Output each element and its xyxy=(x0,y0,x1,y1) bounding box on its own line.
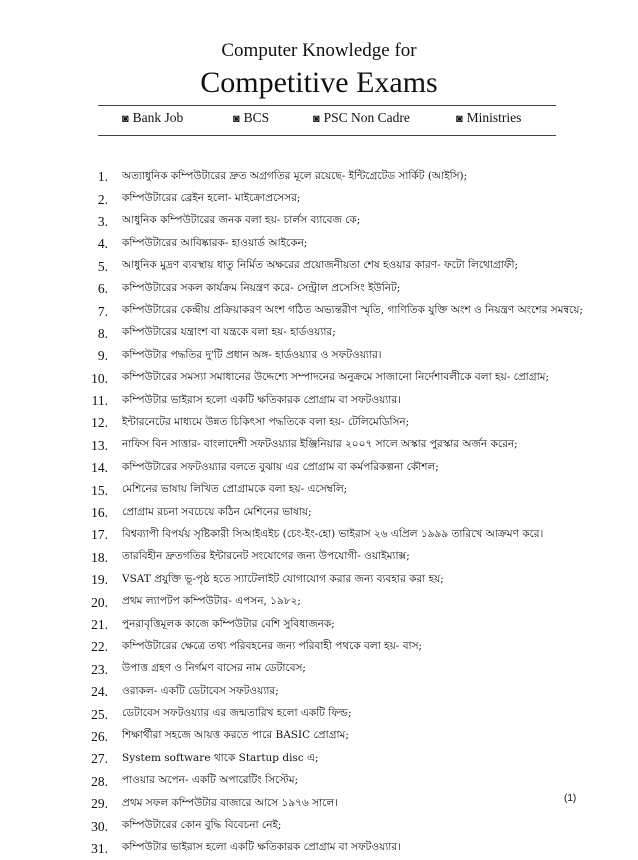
list-item xyxy=(84,211,604,233)
list-item xyxy=(84,703,604,725)
category-ministries xyxy=(456,110,521,126)
item-text: কম্পিউটার ভাইরাস হলো একটি ক্ষতিকারক প্রোগ্রাম বা সফটওয়্যার। xyxy=(122,393,401,406)
item-number: 17. xyxy=(91,527,108,543)
list-item xyxy=(84,636,604,658)
list-item xyxy=(84,256,604,278)
item-number: 11. xyxy=(91,393,108,409)
item-text: কম্পিউটারের কেন্দ্রীয় প্রক্রিয়াকরণ অংশ গঠিত অভ্যন্তরীণ স্মৃতি, গাণিতিক যুক্তি অংশ ও নিয়ন্ত্রণ অংশের সমন্বয়ে; xyxy=(122,304,584,317)
category-psc-non-cadre xyxy=(313,110,410,126)
list-item xyxy=(84,591,604,613)
list-item xyxy=(84,771,604,793)
list-item xyxy=(84,166,604,188)
item-number: 20. xyxy=(91,594,108,610)
list-item xyxy=(84,435,604,457)
list-item xyxy=(84,614,604,636)
item-text: পুনরাবৃত্তিমূলক কাজে কম্পিউটার বেশি সুবিধাজনক; xyxy=(122,617,335,630)
list-item xyxy=(84,457,604,479)
item-number: 22. xyxy=(91,639,108,655)
category-label: Bank Job xyxy=(132,110,184,125)
square-bullet-icon: ◙ xyxy=(122,113,129,125)
item-number: 26. xyxy=(91,728,108,744)
item-text: নাফিস বিন সাত্তার- বাংলাদেশী সফটওয়্যার ইঞ্জিনিয়ার ২০০৭ সালে অস্কার পুরস্কার অর্জন করেন; xyxy=(122,438,518,451)
item-text: অত্যাধুনিক কম্পিউটারের দ্রুত অগ্রগতির মূলে রয়েছে- ইন্টিগ্রেটেড সার্কিট (আইসি); xyxy=(122,169,468,182)
list-item xyxy=(84,412,604,434)
item-text: কম্পিউটারের ব্রেইন হলো- মাইক্রোপ্রসেসর; xyxy=(122,192,301,205)
item-text: System software থাকে Startup disc এ; xyxy=(122,751,319,764)
item-text: উপাত্ত গ্রহণ ও নির্গমণ বাসের নাম ডেটাবেস; xyxy=(122,662,306,675)
item-number: 29. xyxy=(91,796,108,812)
item-number: 21. xyxy=(91,617,108,632)
item-text: প্রোগ্রাম রচনা সবচেয়ে কঠিন মেশিনের ভাষায়; xyxy=(122,505,312,518)
bottom-divider xyxy=(98,135,556,136)
top-divider xyxy=(98,105,556,106)
list-item xyxy=(84,278,604,300)
item-number: 12. xyxy=(91,415,108,431)
item-text: আধুনিক কম্পিউটারের জনক বলা হয়- চার্লস ব্যাবেজ কে; xyxy=(122,214,361,227)
list-item xyxy=(84,323,604,345)
list-item xyxy=(84,368,604,390)
item-number: 23. xyxy=(91,661,108,677)
item-text: তারবিহীন দ্রুতগতির ইন্টারনেট সংযোগের জন্য উপযোগী- ওয়াইম্যাক্স; xyxy=(122,550,410,563)
item-text: প্রথম ল্যাপটপ কম্পিউটার- এপসন, ১৯৮২; xyxy=(122,595,301,608)
item-text: প্রথম সফল কম্পিউটার বাজারে আসে ১৯৭৬ সালে। xyxy=(122,796,338,809)
list-item xyxy=(84,793,604,815)
item-text: কম্পিউটারের সকল কার্যক্রম নিয়ন্ত্রণ করে- সেন্ট্রাল প্রসেসিং ইউনিট; xyxy=(122,281,401,294)
list-item xyxy=(84,300,604,322)
list-item xyxy=(84,681,604,703)
item-number: 5. xyxy=(97,258,108,274)
item-text: আধুনিক মুদ্রণ ব্যবস্থায় ধাতু নির্মিত অক্ষরের প্রয়োজনীয়তা শেষ হওয়ার কারণ- ফটো লিথোগ্রাফী; xyxy=(122,259,519,272)
square-bullet-icon: ◙ xyxy=(233,113,240,125)
item-number: 31. xyxy=(91,840,108,856)
list-item xyxy=(84,502,604,524)
item-text: ওরাকল- একটি ডেটাবেস সফটওয়্যার; xyxy=(122,684,279,697)
item-number: 27. xyxy=(91,751,108,767)
item-number: 18. xyxy=(91,549,108,565)
item-number: 15. xyxy=(91,482,108,498)
item-number: 6. xyxy=(97,281,108,297)
item-number: 7. xyxy=(97,303,108,319)
item-number: 28. xyxy=(91,773,108,789)
list-item xyxy=(84,547,604,569)
item-number: 4. xyxy=(97,236,108,252)
item-text: কম্পিউটারের সমস্যা সমাধানের উদ্দেশ্যে সম্পাদনের অনুক্রমে সাজানো নির্দেশাবলীকে বলা হয়- প্রোগ্রাম; xyxy=(122,371,549,384)
item-number: 25. xyxy=(91,706,108,722)
item-text: কম্পিউটারের আবিষ্কারক- হাওয়ার্ড আইকেন; xyxy=(122,236,308,249)
document-subtitle: Computer Knowledge for xyxy=(221,40,417,61)
category-label: PSC Non Cadre xyxy=(323,110,410,125)
fact-list xyxy=(84,166,604,860)
item-text: মেশিনের ভাষায় লিখিত প্রোগ্রামকে বলা হয়- এসেম্বলি; xyxy=(122,483,348,496)
category-label: BCS xyxy=(243,110,270,125)
list-item xyxy=(84,188,604,210)
item-number: 1. xyxy=(97,169,108,185)
list-item xyxy=(84,390,604,412)
item-number: 13. xyxy=(91,437,108,453)
list-item xyxy=(84,748,604,770)
list-item xyxy=(84,345,604,367)
item-text: শিক্ষার্থীরা সহজে আয়ত্ত করতে পারে BASIC প্রোগ্রাম; xyxy=(122,729,349,742)
exam-categories xyxy=(100,110,556,130)
item-number: 3. xyxy=(97,213,108,229)
page-number: (1) xyxy=(564,793,577,804)
item-text: কম্পিউটার পদ্ধতির দু'টি প্রধান অঙ্গ- হার্ডওয়্যার ও সফটওয়্যার। xyxy=(122,348,382,361)
list-item xyxy=(84,838,604,860)
item-text: ডেটাবেস সফটওয়্যার এর জন্মতারিখ হলো একটি ফিল্ড; xyxy=(122,707,352,720)
document-title: Competitive Exams xyxy=(200,66,438,99)
list-item xyxy=(84,659,604,681)
item-text: কম্পিউটারের ক্ষেত্রে তথ্য পরিবহনের জন্য পরিবাহী পথকে বলা হয়- বাস; xyxy=(122,639,423,652)
item-number: 2. xyxy=(97,191,108,207)
item-number: 10. xyxy=(91,370,108,386)
item-number: 16. xyxy=(91,505,108,521)
category-bank-job xyxy=(122,110,183,126)
item-text: VSAT প্রযুক্তি ভূ-পৃষ্ঠ হতে স্যাটেলাইট যোগাযোগ করার জন্য ব্যবহার করা হয়; xyxy=(122,572,444,585)
list-item xyxy=(84,815,604,837)
item-text: কম্পিউটারের কোন বুদ্ধি বিবেচনা নেই; xyxy=(122,819,282,832)
item-text: কম্পিউটারের যন্ত্রাংশ বা যন্ত্রকে বলা হয়- হার্ডওয়্যার; xyxy=(122,326,336,339)
item-number: 19. xyxy=(91,572,108,588)
item-text: বিশ্বব্যাপী বিপর্যয় সৃষ্টিকারী সিআইএইচ (চেং-ইং-হো) ভাইরাস ২৬ এপ্রিল ১৯৯৯ তারিখে আক্রমণ করে। xyxy=(122,527,544,540)
list-item xyxy=(84,726,604,748)
item-text: কম্পিউটারের সফটওয়্যার বলতে বুঝায় এর প্রোগ্রাম বা কর্মপরিকল্পনা কৌশল; xyxy=(122,460,439,473)
square-bullet-icon: ◙ xyxy=(313,113,320,125)
list-item xyxy=(84,524,604,546)
item-text: কম্পিউটার ভাইরাস হলো একটি ক্ষতিকারক প্রোগ্রাম বা সফটওয়্যার। xyxy=(122,841,401,854)
item-number: 30. xyxy=(91,818,108,834)
list-item xyxy=(84,569,604,591)
item-number: 9. xyxy=(97,348,108,364)
item-number: 8. xyxy=(97,325,108,341)
item-number: 24. xyxy=(91,684,108,700)
list-item xyxy=(84,233,604,255)
category-label: Ministries xyxy=(466,110,522,125)
square-bullet-icon: ◙ xyxy=(456,113,463,125)
item-text: পাওয়ার অপেন- একটি অপারেটিং সিস্টেম; xyxy=(122,774,299,787)
item-text: ইন্টারনেটের মাধ্যমে উন্নত চিকিৎসা পদ্ধতিকে বলা হয়- টেলিমেডিসিন; xyxy=(122,415,410,428)
category-bcs xyxy=(233,110,269,126)
list-item xyxy=(84,479,604,501)
item-number: 14. xyxy=(91,460,108,476)
